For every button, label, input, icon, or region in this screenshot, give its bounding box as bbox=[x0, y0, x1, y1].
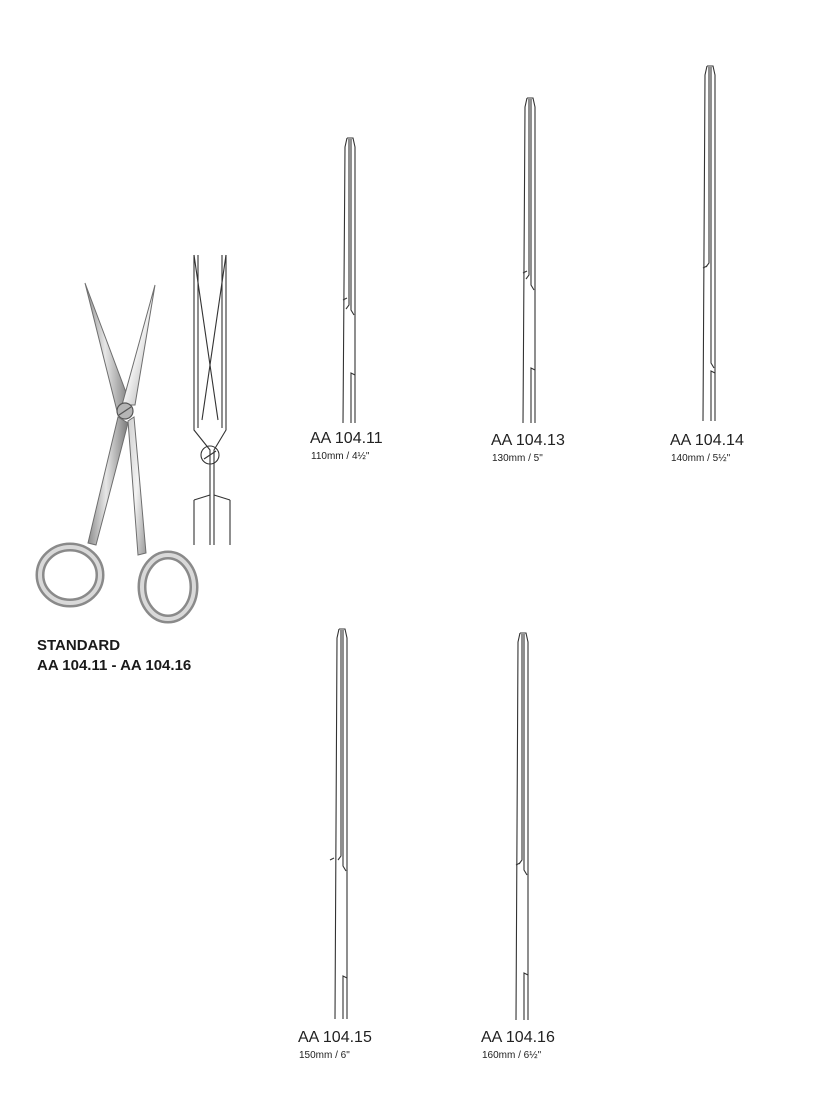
instrument-aa-104-15 bbox=[298, 626, 382, 1061]
scissors-line-drawing bbox=[180, 250, 240, 550]
series-range: AA 104.11 - AA 104.16 bbox=[37, 657, 192, 674]
product-code: AA 104.16 bbox=[481, 1029, 555, 1046]
product-size: 130mm / 5" bbox=[492, 453, 543, 464]
instrument-side-view bbox=[330, 135, 370, 425]
product-code: AA 104.15 bbox=[298, 1029, 372, 1046]
instrument-aa-104-11 bbox=[310, 135, 390, 465]
product-code: AA 104.11 bbox=[310, 430, 383, 447]
instrument-aa-104-16 bbox=[481, 630, 563, 1061]
instrument-aa-104-13 bbox=[491, 95, 570, 465]
product-size: 160mm / 6½" bbox=[482, 1050, 542, 1061]
series-heading bbox=[37, 636, 191, 676]
scissors-photo bbox=[30, 275, 205, 635]
product-code: AA 104.13 bbox=[491, 432, 565, 449]
instrument-aa-104-14 bbox=[670, 63, 750, 468]
product-size: 150mm / 6" bbox=[299, 1050, 350, 1061]
product-size: 110mm / 4½" bbox=[311, 451, 370, 462]
instrument-side-view bbox=[503, 630, 543, 1022]
product-code: AA 104.14 bbox=[670, 432, 744, 449]
instrument-side-view bbox=[322, 626, 362, 1021]
product-size: 140mm / 5½" bbox=[671, 453, 731, 464]
instrument-side-view bbox=[690, 63, 730, 423]
series-name: STANDARD bbox=[37, 637, 121, 654]
instrument-side-view bbox=[510, 95, 550, 425]
